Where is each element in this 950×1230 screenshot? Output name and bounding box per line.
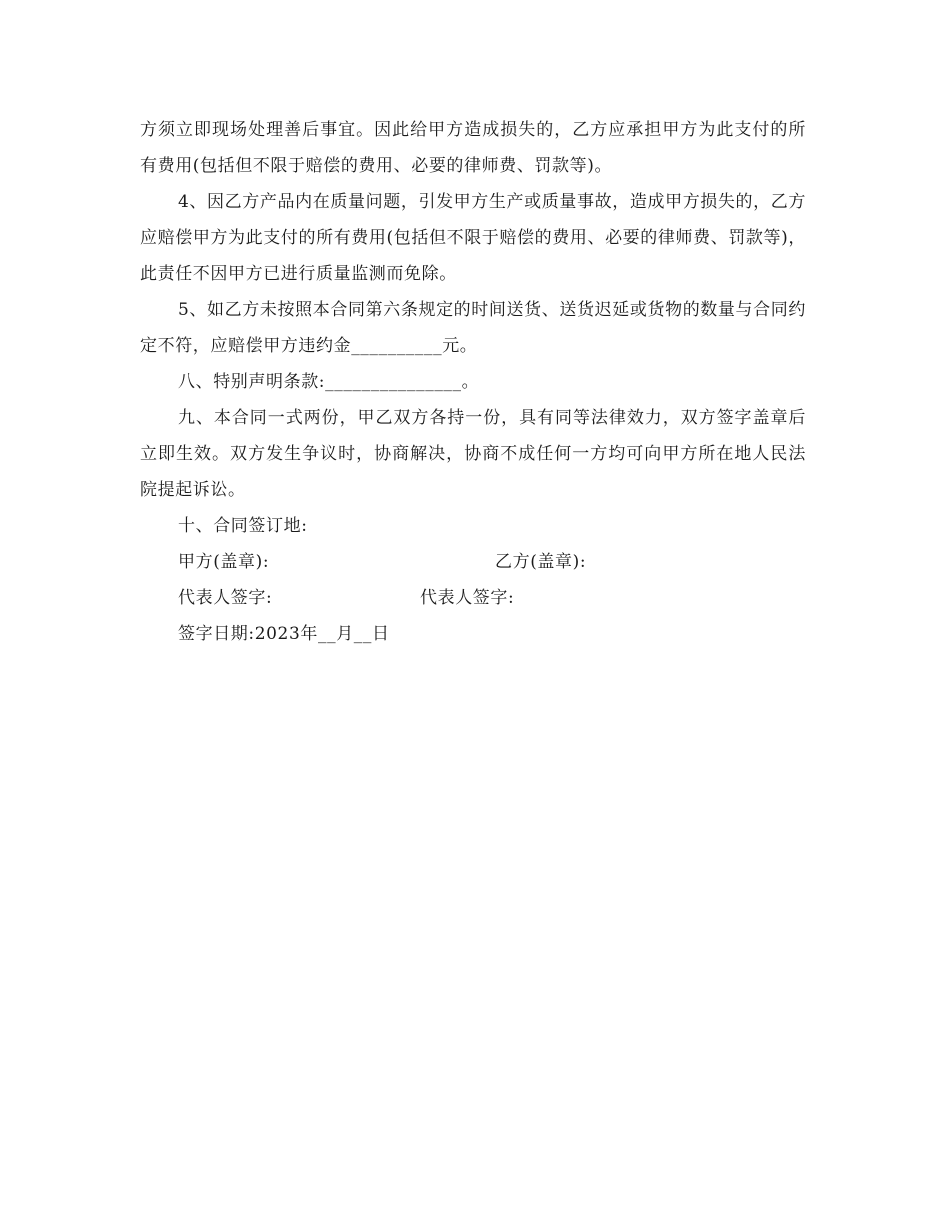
party-b-seal-label: 乙方(盖章): bbox=[495, 552, 587, 572]
paragraph-special-terms: 八、特别声明条款:_______________。 bbox=[178, 372, 480, 392]
date-row bbox=[140, 616, 806, 652]
paragraph-signing-place: 十、合同签订地: bbox=[178, 516, 308, 536]
paragraph-copies-disputes: 九、本合同一式两份，甲乙双方各持一份，具有同等法律效力，双方签字盖章后立即生效。双方发生争议时，协商解决，协商不成任何一方均可向甲方所在地人民法院提起诉讼。 bbox=[140, 408, 806, 500]
party-a-representative-label: 代表人签字: bbox=[178, 588, 273, 608]
representative-row bbox=[140, 580, 806, 616]
contract-body bbox=[140, 112, 806, 652]
party-b-representative-label: 代表人签字: bbox=[420, 588, 515, 608]
sign-date-label: 签字日期:2023年__月__日 bbox=[178, 624, 390, 644]
party-a-seal-label: 甲方(盖章): bbox=[178, 552, 270, 572]
paragraph-quality-liability: 4、因乙方产品内在质量问题，引发甲方生产或质量事故，造成甲方损失的，乙方应赔偿甲方为此支付的所有费用(包括但不限于赔偿的费用、必要的律师费、罚款等)，此责任不因甲方已进行质量监测而免除。 bbox=[140, 192, 806, 284]
paragraph-delivery-penalty: 5、如乙方未按照本合同第六条规定的时间送货、送货迟延或货物的数量与合同约定不符，应赔偿甲方违约金__________元。 bbox=[140, 300, 806, 356]
seal-row bbox=[140, 544, 806, 580]
paragraph-damages-continued: 方须立即现场处理善后事宜。因此给甲方造成损失的，乙方应承担甲方为此支付的所有费用(包括但不限于赔偿的费用、必要的律师费、罚款等)。 bbox=[140, 120, 806, 176]
